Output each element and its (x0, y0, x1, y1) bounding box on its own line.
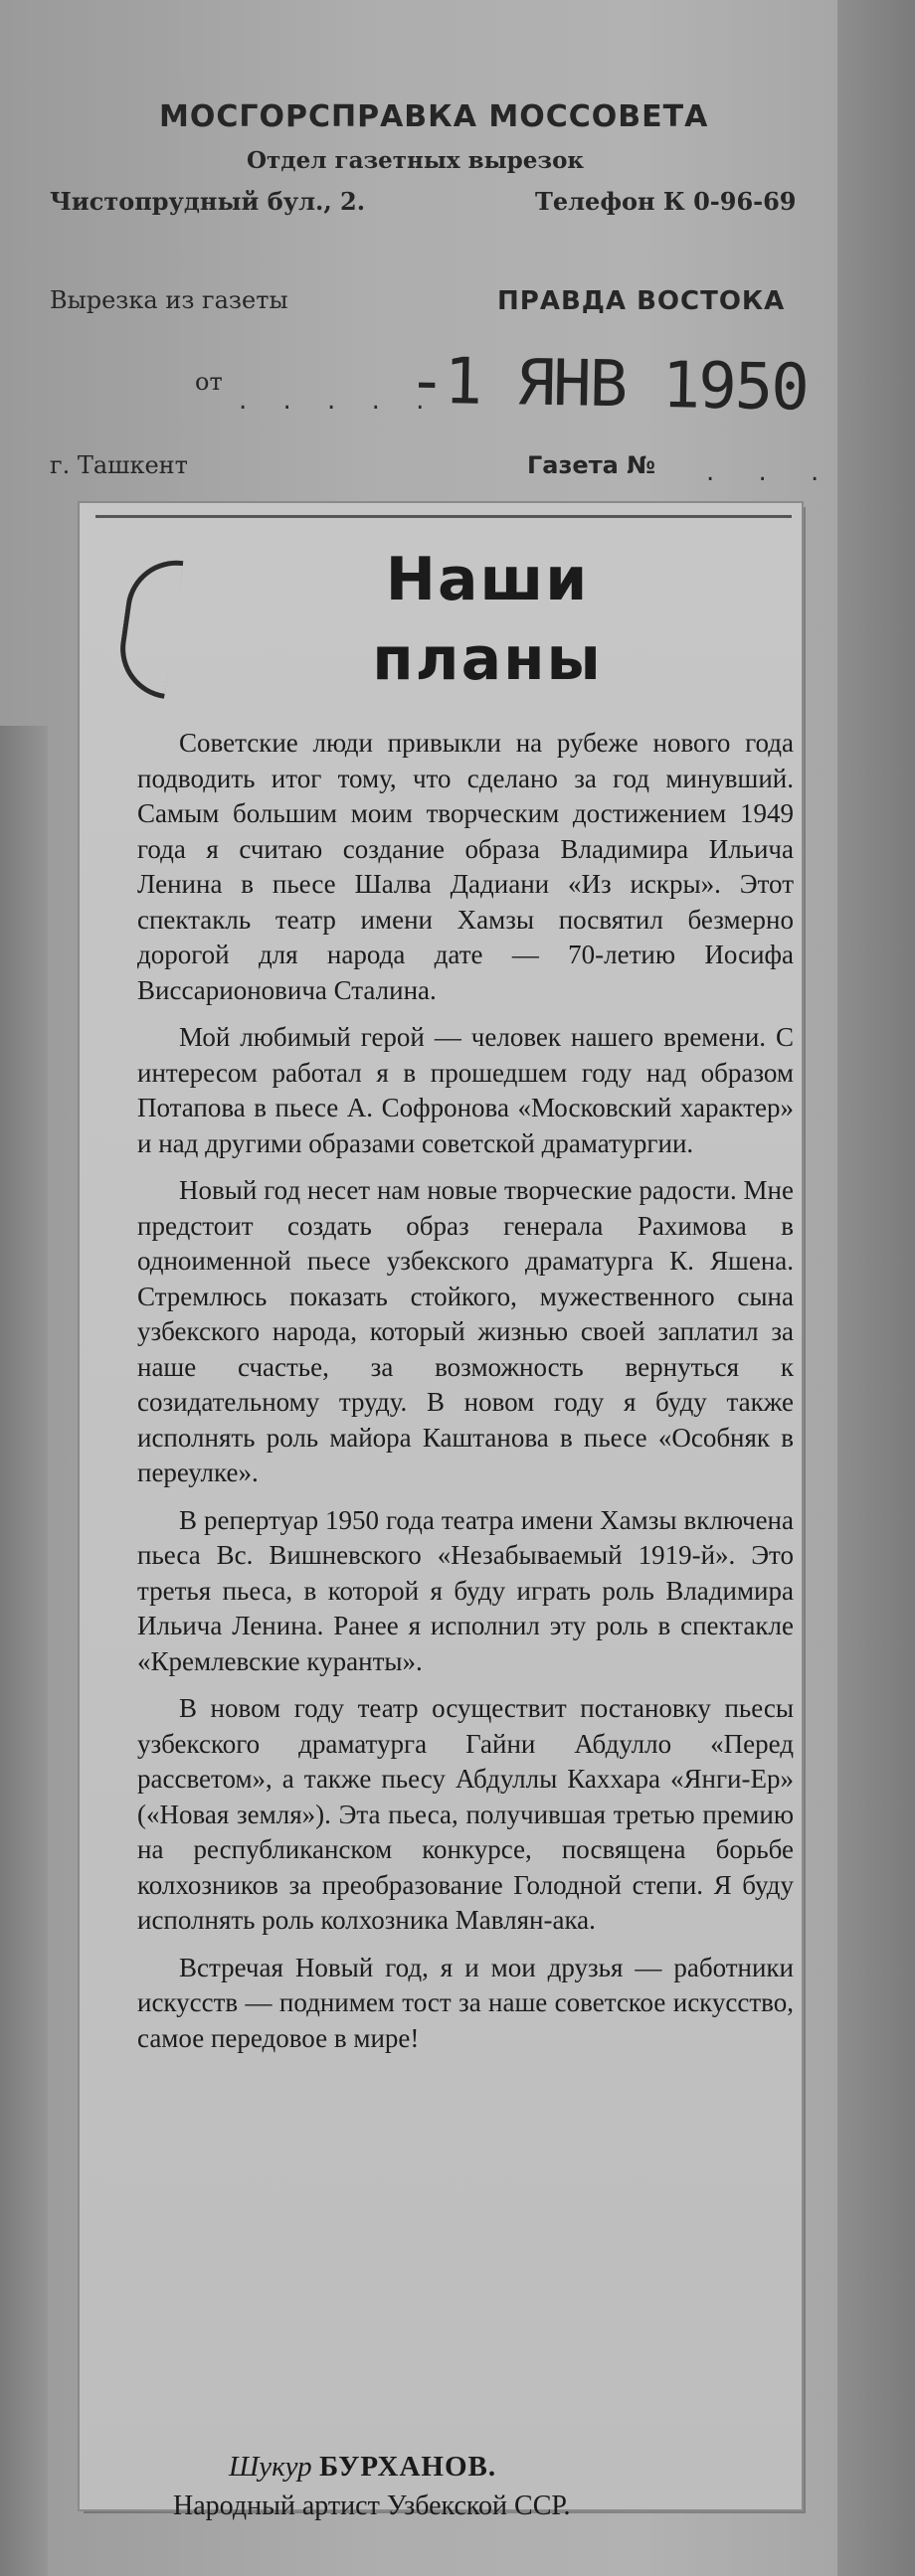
article-title-line1: Наши (385, 545, 590, 614)
department-name: Отдел газетных вырезок (247, 147, 585, 174)
article-paragraph: В новом году театр осуществит постановку пьесы узбекского драматурга Гайни Абдулло «Перед рассветом», а также пьесу Абдуллы Каххара «Янги-Ер» («Новая земля»). Эта пьеса, получившая третью премию на республиканском конкурсе, посвящена борьбе колхозников за преобразование Голодной степи. Я буду исполнять роль колхозника Мавлян-ака. (137, 1693, 794, 1935)
signature-title: Народный артист Узбекской ССР. (173, 2490, 571, 2521)
city: г. Ташкент (50, 451, 188, 479)
signature-first-name: Шукур (229, 2451, 312, 2483)
clipping-top-rule (95, 515, 792, 518)
date-label: от (195, 368, 223, 396)
article-paragraph: Советские люди привыкли на рубеже нового года подводить итог тому, что сделано за год минувший. Самым большим моим творческим достижением 1949 года я считаю создание образа Владимира Ильича Ленина в пьесе Шалва Дадиани «Из искры». Этот спектакль театр имени Хамзы посвятил безмерно дорогой для народа дате — 70-летию Иосифа Виссарионовича Сталина. (137, 728, 794, 1005)
signature-last-name: БУРХАНОВ. (318, 2451, 497, 2483)
address: Чистопрудный бул., 2. (50, 187, 366, 216)
signature (229, 2451, 496, 2484)
org-name: МОСГОРСПРАВКА МОССОВЕТА (159, 99, 709, 134)
article-paragraph: Мой любимый герой — человек нашего времени. С интересом работал я в прошедшем году над образом Потапова в пьесе А. Софронова «Московский характер» и над другими образами советской драматургии. (137, 1022, 794, 1158)
article-paragraph: Новый год несет нам новые творческие радости. Мне предстоит создать образ генерала Рахимова в одноименной пьесе узбекского драматурга К. Яшена. Стремлюсь показать стойкого, мужественного сына узбекского народа, который жизнью своей заплатил за наше счастье, за возможность вернуться к созидательному труду. В новом году я буду также исполнять роль майора Каштанова в пьесе «Особняк в переулке». (137, 1175, 794, 1487)
number-label: Газета № (527, 451, 656, 479)
sheet-edge-right (837, 0, 915, 2576)
cutting-label: Вырезка из газеты (50, 286, 288, 314)
article-body (137, 726, 794, 2068)
article-paragraph: Встречая Новый год, я и мои друзья — работники искусств — поднимем тост за наше советское искусство, самое передовое в мире! (137, 1952, 794, 2053)
phone: Телефон К 0-96-69 (535, 187, 797, 216)
article-paragraph: В репертуар 1950 года театра имени Хамзы включена пьеса Вс. Вишневского «Незабываемый 1919-й». Это третья пьеса, в которой я буду играть роль Владимира Ильича Ленина. Ранее я исполнил эту роль в спектакле «Кремлевские куранты». (137, 1504, 794, 1676)
date-stamp: -1 ЯНВ 1950 (407, 344, 809, 426)
date-dots: . . . . . (239, 386, 439, 416)
article-title-line2: планы (372, 624, 603, 694)
newspaper-name: ПРАВДА ВОСТОКА (497, 286, 786, 316)
sheet-edge-left (0, 726, 48, 2576)
number-dots: . . . (706, 457, 837, 487)
